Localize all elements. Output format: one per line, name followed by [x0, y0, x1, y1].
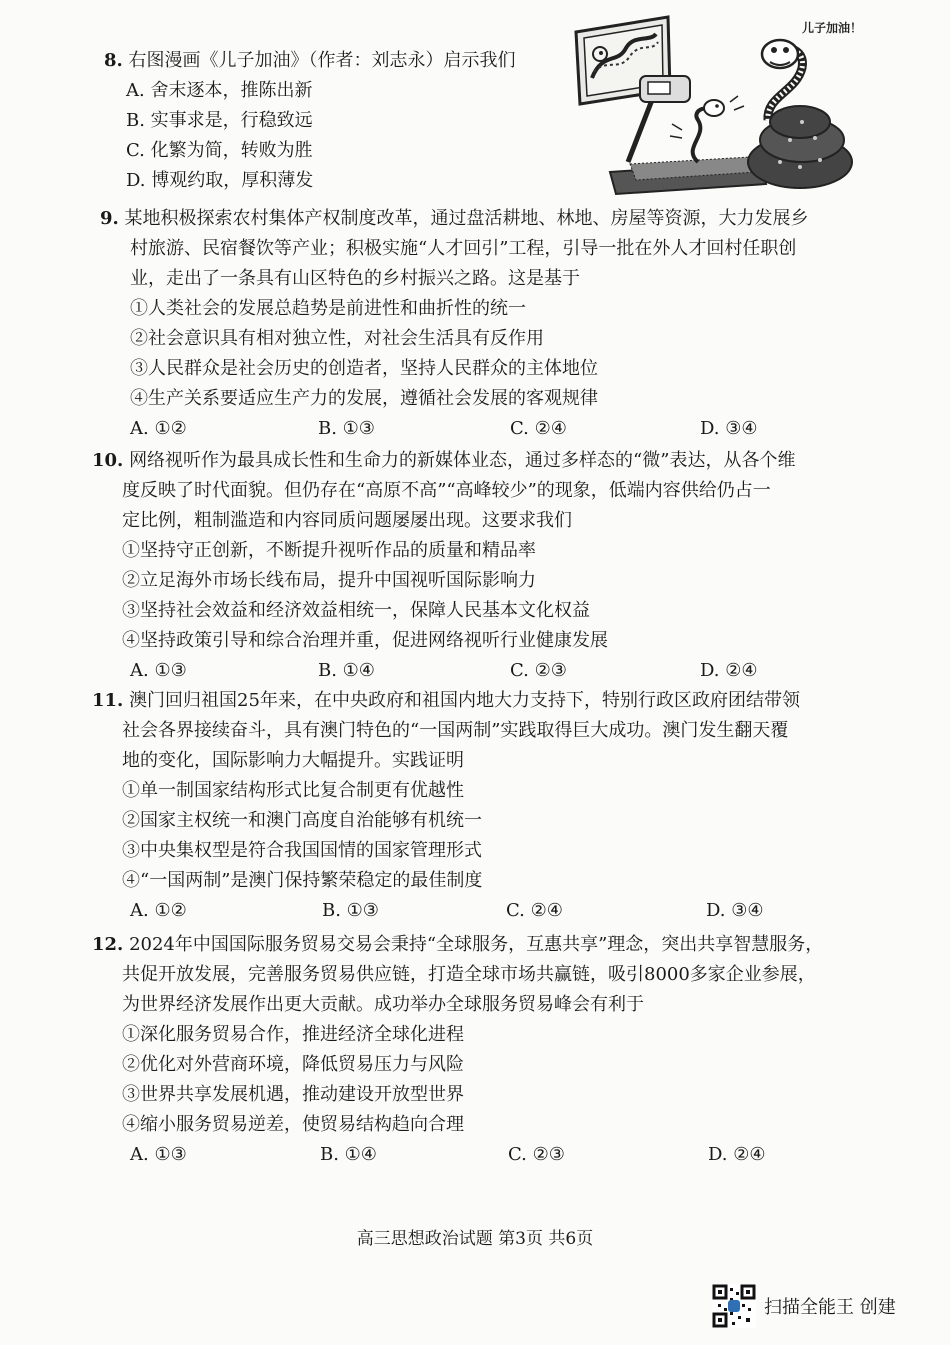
- choice-b: B. ①④: [318, 660, 375, 681]
- statement-3: ③坚持社会效益和经济效益相统一，保障人民基本文化权益: [122, 600, 590, 621]
- stem-line: 业，走出了一条具有山区特色的乡村振兴之路。这是基于: [130, 268, 580, 289]
- statement-3: ③中央集权型是符合我国国情的国家管理形式: [122, 840, 482, 861]
- choice-d: D. ③④: [706, 900, 764, 921]
- stem-text: 网络视听作为最具成长性和生命力的新媒体业态，通过多样态的“微”表达，从各个维: [129, 450, 796, 471]
- stem-line: [92, 686, 882, 716]
- cartoon-illustration: [570, 12, 890, 197]
- stem-text: 澳门回归祖国25年来，在中央政府和祖国内地大力支持下，特别行政区政府团结带领: [129, 690, 800, 711]
- choice-a: A. ①③: [130, 1144, 187, 1165]
- stem-line: 社会各界接续奋斗，具有澳门特色的“一国两制”实践取得巨大成功。澳门发生翻天覆: [122, 720, 789, 741]
- stem-line: [92, 930, 882, 960]
- choice-a: A. ①②: [130, 900, 187, 921]
- answer-choices: [92, 1140, 882, 1170]
- stem-text: 右图漫画《儿子加油》（作者：刘志永）启示我们: [128, 50, 516, 71]
- choice-c: C. ②③: [508, 1144, 565, 1165]
- question-number: 10.: [92, 450, 124, 471]
- choice-a: A. ①③: [130, 660, 187, 681]
- choice-b: B. ①④: [320, 1144, 377, 1165]
- answer-choices: [92, 656, 882, 686]
- stem-line: 村旅游、民宿餐饮等产业；积极实施“人才回引”工程，引导一批在外人才回村任职创: [130, 238, 797, 259]
- statement-1: ①人类社会的发展总趋势是前进性和曲折性的统一: [130, 298, 526, 319]
- statement-2: ②优化对外营商环境，降低贸易压力与风险: [122, 1054, 464, 1075]
- choice-b: B. ①③: [322, 900, 379, 921]
- question-number: 11.: [92, 690, 124, 711]
- choice-c: C. ②④: [510, 418, 567, 439]
- stem-text: 某地积极探索农村集体产权制度改革，通过盘活耕地、林地、房屋等资源，大力发展乡: [124, 208, 809, 229]
- statement-4: ④坚持政策引导和综合治理并重，促进网络视听行业健康发展: [122, 630, 608, 651]
- question-number: 12.: [92, 934, 124, 955]
- statement-4: ④缩小服务贸易逆差，使贸易结构趋向合理: [122, 1114, 464, 1135]
- watermark-text: 扫描全能王 创建: [764, 1297, 896, 1318]
- stem-line: 定比例，粗制滥造和内容同质问题屡屡出现。这要求我们: [122, 510, 572, 531]
- question-8: [104, 46, 564, 196]
- choice-d: D. ③④: [700, 418, 758, 439]
- scanner-watermark: [712, 1284, 896, 1328]
- question-12: [92, 930, 882, 1170]
- question-number: 8.: [104, 50, 123, 71]
- page-footer: 高三思想政治试题 第3页 共6页: [356, 1229, 594, 1249]
- option-d: D. 博观约取，厚积薄发: [126, 170, 314, 191]
- question-stem: [104, 46, 564, 76]
- statement-1: ①坚持守正创新，不断提升视听作品的质量和精品率: [122, 540, 536, 561]
- statement-2: ②立足海外市场长线布局，提升中国视听国际影响力: [122, 570, 536, 591]
- question-9: [100, 204, 880, 444]
- option-a: A. 舍末逐本，推陈出新: [126, 80, 313, 101]
- statement-1: ①深化服务贸易合作，推进经济全球化进程: [122, 1024, 464, 1045]
- statement-3: ③世界共享发展机遇，推动建设开放型世界: [122, 1084, 464, 1105]
- cartoon-caption: 儿子加油！: [802, 21, 863, 35]
- choice-d: D. ②④: [700, 660, 758, 681]
- statement-2: ②社会意识具有相对独立性，对社会生活具有反作用: [130, 328, 544, 349]
- choice-b: B. ①③: [318, 418, 375, 439]
- choice-d: D. ②④: [708, 1144, 766, 1165]
- question-11: [92, 686, 882, 926]
- option-c: C. 化繁为简，转败为胜: [126, 140, 313, 161]
- statement-4: ④“一国两制”是澳门保持繁荣稳定的最佳制度: [122, 870, 483, 891]
- stem-line: [92, 446, 882, 476]
- option-b: B. 实事求是，行稳致远: [126, 110, 313, 131]
- statement-4: ④生产关系要适应生产力的发展，遵循社会发展的客观规律: [130, 388, 598, 409]
- choice-c: C. ②④: [506, 900, 563, 921]
- stem-line: 地的变化，国际影响力大幅提升。实践证明: [122, 750, 464, 771]
- answer-choices: [92, 896, 882, 926]
- answer-choices: [100, 414, 880, 444]
- question-number: 9.: [100, 208, 119, 229]
- choice-a: A. ①②: [130, 418, 187, 439]
- stem-line: 为世界经济发展作出更大贡献。成功举办全球服务贸易峰会有利于: [122, 994, 644, 1015]
- stem-text: 2024年中国国际服务贸易交易会秉持“全球服务，互惠共享”理念，突出共享智慧服务，: [129, 934, 824, 955]
- stem-line: 共促开放发展，完善服务贸易供应链，打造全球市场共赢链，吸引8000多家企业参展，: [122, 964, 816, 985]
- stem-line: [100, 204, 880, 234]
- stem-line: 度反映了时代面貌。但仍存在“高原不高”“高峰较少”的现象，低端内容供给仍占一: [122, 480, 771, 501]
- statement-1: ①单一制国家结构形式比复合制更有优越性: [122, 780, 464, 801]
- cartoon-drawing: [570, 12, 890, 197]
- qr-code-icon: [712, 1284, 756, 1328]
- question-10: [92, 446, 882, 686]
- choice-c: C. ②③: [510, 660, 567, 681]
- statement-2: ②国家主权统一和澳门高度自治能够有机统一: [122, 810, 482, 831]
- statement-3: ③人民群众是社会历史的创造者，坚持人民群众的主体地位: [130, 358, 598, 379]
